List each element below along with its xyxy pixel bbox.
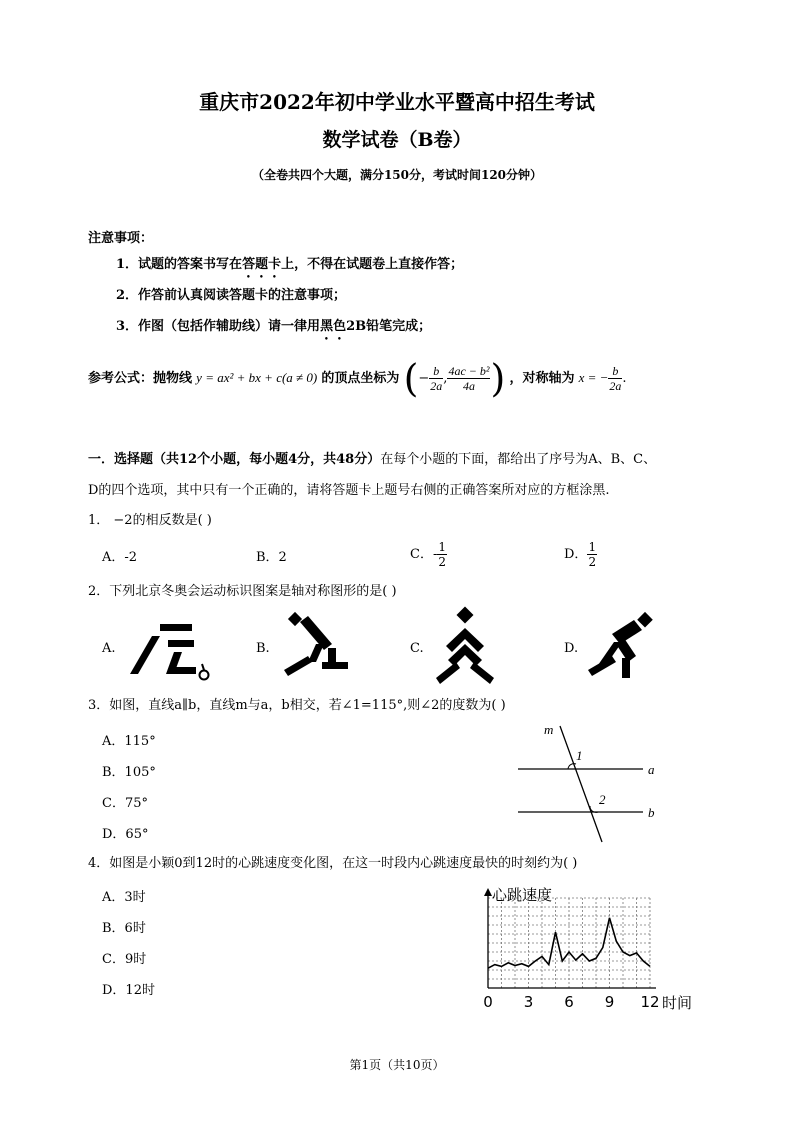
exam-title: 重庆市2022年初中学业水平暨高中招生考试	[199, 90, 595, 114]
page-number: 第1页（共10页）	[349, 1058, 445, 1072]
x-tick-label: 12	[640, 993, 660, 1011]
q2-option-b: B.	[256, 641, 270, 656]
x-tick-label: 3	[523, 993, 534, 1011]
sport-icon-b	[278, 606, 358, 682]
x-tick-label: 9	[604, 993, 615, 1011]
q3-option-c: C．75°	[102, 796, 148, 811]
y-axis-label: 心跳速度	[492, 886, 553, 904]
q4-option-b: B．6时	[102, 921, 146, 936]
x-tick-label: 6	[564, 993, 574, 1011]
q4-option-a: A．3时	[102, 890, 146, 905]
label-angle-2: 2	[599, 792, 606, 807]
notice-item-2: 2．作答前认真阅读答题卡的注意事项；	[116, 288, 347, 303]
q3-option-d: D．65°	[102, 827, 149, 842]
x-axis-label: 时间	[662, 994, 693, 1012]
q3-stem: 3．如图，直线a∥b，直线m与a，b相交，若∠1=115°,则∠2的度数为( )	[88, 698, 506, 713]
q1-stem: 1． −2的相反数是( )	[88, 513, 212, 528]
q1-option-c: C．- $\frac{1}{2}$	[410, 540, 446, 569]
q1-option-d: D． $\frac{1}{2}$	[564, 540, 597, 569]
q1-option-b: B．2	[256, 550, 287, 565]
heart-rate-chart	[470, 880, 710, 1015]
sport-icon-a	[124, 612, 214, 682]
parallel-lines-figure	[510, 720, 670, 850]
line-m	[560, 726, 602, 842]
y-axis-arrow	[484, 888, 492, 896]
x-tick-label: 0	[483, 993, 493, 1011]
notice-item-3: 3．作图（包括作辅助线）请一律用黑色2B铅笔完成；	[116, 319, 432, 334]
exam-subtitle: 数学试卷（B卷）	[322, 129, 472, 151]
reference-formula: 参考公式：抛物线 y = ax² + bx + c(a ≠ 0) 的顶点坐标为 (− $\frac{b}{2a}$ , $\frac{\text{4ac − b²}}{4a}$ ) ，对称轴为 x = − $\frac{b}{2a}$ .	[88, 356, 627, 401]
q3-option-b: B．105°	[102, 765, 156, 780]
label-m: m	[544, 722, 554, 737]
sport-icon-d	[586, 612, 666, 684]
q4-stem: 4．如图是小颖0到12时的心跳速度变化图，在这一时段内心跳速度最快的时刻约为( )	[88, 856, 578, 871]
q1-option-a: A．-2	[102, 550, 138, 565]
sport-icon-c	[432, 604, 512, 684]
q2-stem: 2．下列北京冬奥会运动标识图案是轴对称图形的是( )	[88, 584, 397, 599]
q2-option-c: C.	[410, 641, 424, 656]
q2-option-d: D.	[564, 641, 579, 656]
label-angle-1: 1	[576, 748, 583, 763]
notice-item-1: 1．试题的答案书写在答题卡上，不得在试题卷上直接作答；	[116, 257, 464, 272]
section-1-instructions: 一．选择题（共12个小题，每小题4分，共48分）在每个小题的下面，都给出了序号为A、B、C、	[88, 452, 657, 467]
q3-option-a: A．115°	[102, 734, 156, 749]
q2-option-a: A.	[102, 641, 116, 656]
label-b: b	[648, 805, 655, 820]
exam-note: （全卷共四个大题，满分150分，考试时间120分钟）	[251, 168, 543, 182]
section-1-line2: D的四个选项，其中只有一个正确的，请将答题卡上题号右侧的正确答案所对应的方框涂黑.	[88, 483, 610, 498]
parabola-expression: y = ax² + bx + c(a ≠ 0)	[196, 370, 318, 385]
label-a: a	[648, 762, 655, 777]
q4-option-d: D．12时	[102, 983, 155, 998]
notice-heading: 注意事项：	[88, 231, 154, 246]
chart-grid	[488, 898, 650, 988]
q4-option-c: C．9时	[102, 952, 147, 967]
